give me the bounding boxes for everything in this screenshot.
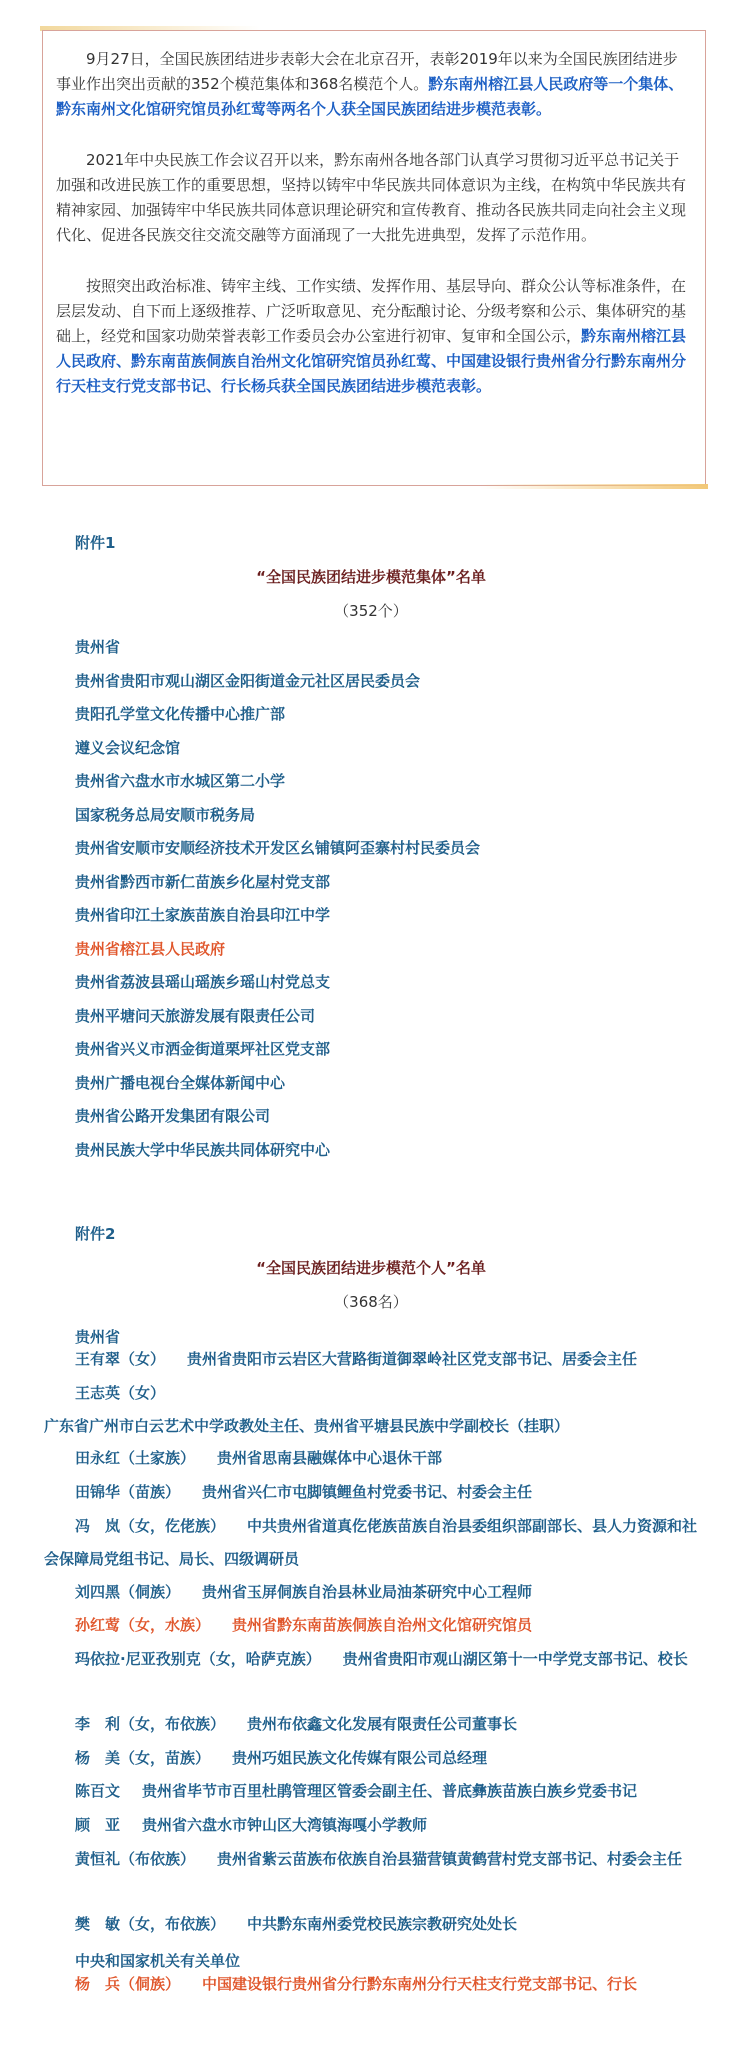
individual-list-item [44, 1377, 706, 1443]
individual-description: 贵州省六盘水市钟山区大湾镇海嘎小学教师 [142, 1816, 428, 1834]
individual-name: 玛依拉·尼亚孜别克（女，哈萨克族） [75, 1650, 321, 1668]
collective-list-item: 遵义会议纪念馆 [75, 738, 181, 757]
individual-list-item [44, 1343, 706, 1376]
intro-paragraph-2: 2021年中央民族工作会议召开以来，黔东南州各地各部门认真学习贯彻习近平总书记关于加强和改进民族工作的重要思想，坚持以铸牢中华民族共同体意识为主线，在构筑中华民族共有精神家园、加强铸牢中华民族共同体意识理论研究和宣传教育、推动各民族共同走向社会主义现代化、促进各民族交往交流交融等方面涌现了一大批先进典型，发挥了示范作用。 [56, 151, 687, 244]
individual-description: 贵州省思南县融媒体中心退休干部 [217, 1449, 443, 1467]
intro-paragraph-3 [56, 274, 692, 399]
collective-list-item: 贵州省 [75, 638, 121, 656]
individual-list-item [44, 1576, 706, 1609]
collective-list-item: 贵州省公路开发集团有限公司 [75, 1107, 271, 1125]
individual-name: 孙红莺（女，水族） [75, 1616, 211, 1634]
collective-list-item: 贵州省黔西市新仁苗族乡化屋村党支部 [75, 872, 331, 891]
collective-list-item: 贵州省荔波县瑶山瑶族乡瑶山村党总支 [75, 973, 331, 991]
collective-list-item: 贵州民族大学中华民族共同体研究中心 [75, 1140, 331, 1159]
attachment2-title: “全国民族团结进步模范个人”名单 [256, 1259, 486, 1277]
collective-list-item: 贵州平塘问天旅游发展有限责任公司 [75, 1006, 316, 1025]
collective-list-item: 国家税务总局安顺市税务局 [75, 805, 256, 824]
collective-list-item: 贵州省印江土家族苗族自治县印江中学 [75, 906, 331, 924]
individual-name: 李 利（女，布依族） [75, 1715, 226, 1733]
individual-name: 杨 兵（侗族） [75, 1975, 181, 1993]
individual-list-item [44, 1742, 706, 1775]
collective-list-item: 贵州广播电视台全媒体新闻中心 [75, 1073, 286, 1092]
individual-description: 贵州省兴仁市屯脚镇鲤鱼村党委书记、村委会主任 [202, 1483, 533, 1501]
individual-name: 田永红（土家族） [75, 1449, 196, 1467]
attachment2-group-central: 中央和国家机关有关单位 [75, 1952, 241, 1970]
individual-name: 黄恒礼（布依族） [75, 1850, 196, 1868]
intro-paragraph-1 [56, 47, 692, 122]
individual-description: 贵州省玉屏侗族自治县林业局油茶研究中心工程师 [202, 1583, 533, 1601]
individual-name: 顾 亚 [75, 1816, 121, 1834]
attachment2-count: （368名） [334, 1293, 408, 1311]
individual-name: 田锦华（苗族） [75, 1483, 181, 1501]
attachment2-label: 附件2 [75, 1225, 116, 1243]
individual-list-item [44, 1809, 706, 1842]
individual-description: 贵州省紫云苗族布依族自治县猫营镇黄鹤营村党支部书记、村委会主任 [217, 1850, 683, 1868]
individual-description: 贵州省贵阳市云岩区大营路街道御翠岭社区党支部书记、居委会主任 [187, 1350, 638, 1368]
collective-list-item: 贵州省兴义市洒金街道栗坪社区党支部 [75, 1040, 331, 1058]
individual-name: 樊 敏（女，布依族） [75, 1915, 226, 1933]
collective-list-item: 贵州省榕江县人民政府 [75, 939, 226, 958]
collective-list-item: 贵阳孔学堂文化传播中心推广部 [75, 705, 286, 723]
individual-description: 贵州巧姐民族文化传媒有限公司总经理 [232, 1749, 488, 1767]
individual-description: 中国建设银行贵州省分行黔东南州分行天柱支行党支部书记、行长 [202, 1975, 638, 1993]
individual-list-item [44, 1908, 706, 1941]
intro-p3-highlight: 黔东南州榕江县人民政府、黔东南苗族侗族自治州文化馆研究馆员孙红莺、中国建设银行贵州省分行黔东南州分行天柱支行党支部书记、行长杨兵获全国民族团结进步模范表彰。 [56, 327, 687, 395]
collective-list-item: 贵州省安顺市安顺经济技术开发区幺铺镇阿歪寨村村民委员会 [75, 839, 481, 857]
individual-description: 贵州省贵阳市观山湖区第十一中学党支部书记、校长 [342, 1650, 688, 1668]
individual-list-item [44, 1775, 706, 1808]
individual-description: 贵州省毕节市百里杜鹃管理区管委会副主任、普底彝族苗族白族乡党委书记 [142, 1782, 638, 1800]
intro-p3-text: 按照突出政治标准、铸牢主线、工作实绩、发挥作用、基层导向、群众公认等标准条件，在层层发动、自下而上逐级推荐、广泛听取意见、充分酝酿讨论、分级考察和公示、集体研究的基础上，经党和国家功勋荣誉表彰工作委员会办公室进行初审、复审和全国公示， [56, 277, 687, 345]
individual-description: 中共黔东南州委党校民族宗教研究处处长 [247, 1915, 518, 1933]
collective-list-item: 贵州省贵阳市观山湖区金阳街道金元社区居民委员会 [75, 671, 421, 690]
individual-list-item [44, 1510, 706, 1576]
attachment1-count: （352个） [334, 602, 408, 620]
individual-name: 王有翠（女） [75, 1350, 166, 1368]
individual-list-item [44, 1843, 706, 1876]
collective-list-item: 贵州省六盘水市水城区第二小学 [75, 772, 286, 790]
individual-description: 贵州布依鑫文化发展有限责任公司董事长 [247, 1715, 518, 1733]
attachment1-label: 附件1 [75, 534, 116, 552]
intro-p1-highlight: 黔东南州榕江县人民政府等一个集体、 黔东南州文化馆研究馆员孙红莺等两名个人获全国民族团结进步模范表彰。 [56, 75, 684, 118]
individual-list-item [44, 1609, 706, 1642]
attachment2-group-guizhou: 贵州省 [75, 1328, 121, 1346]
intro-box [42, 30, 706, 486]
individual-name: 王志英（女） [75, 1384, 166, 1402]
individual-list-item [44, 1643, 706, 1676]
individual-list-item [44, 1968, 706, 2001]
individual-name: 冯 岚（女，仡佬族） [75, 1517, 226, 1535]
individual-description: 广东省广州市白云艺术中学政教处主任、贵州省平塘县民族中学副校长（挂职） [44, 1417, 570, 1435]
individual-description: 贵州省黔东南苗族侗族自治州文化馆研究馆员 [232, 1616, 533, 1634]
individual-description: 中共贵州省道真仡佬族苗族自治县委组织部副部长、县人力资源和社会保障局党组书记、局长、四级调研员 [44, 1517, 698, 1568]
individual-name: 陈百文 [75, 1782, 121, 1800]
intro-box-bottom-accent [480, 484, 708, 489]
individual-name: 杨 美（女，苗族） [75, 1749, 211, 1767]
individual-list-item [44, 1708, 706, 1741]
intro-p1-text: 9月27日，全国民族团结进步表彰大会在北京召开，表彰2019年以来为全国民族团结进步事业作出突出贡献的352个模范集体和368名模范个人。 [56, 50, 678, 93]
individual-list-item [44, 1476, 706, 1509]
individual-name: 刘四黑（侗族） [75, 1583, 181, 1601]
attachment1-title: “全国民族团结进步模范集体”名单 [256, 568, 486, 586]
individual-list-item [44, 1442, 706, 1475]
